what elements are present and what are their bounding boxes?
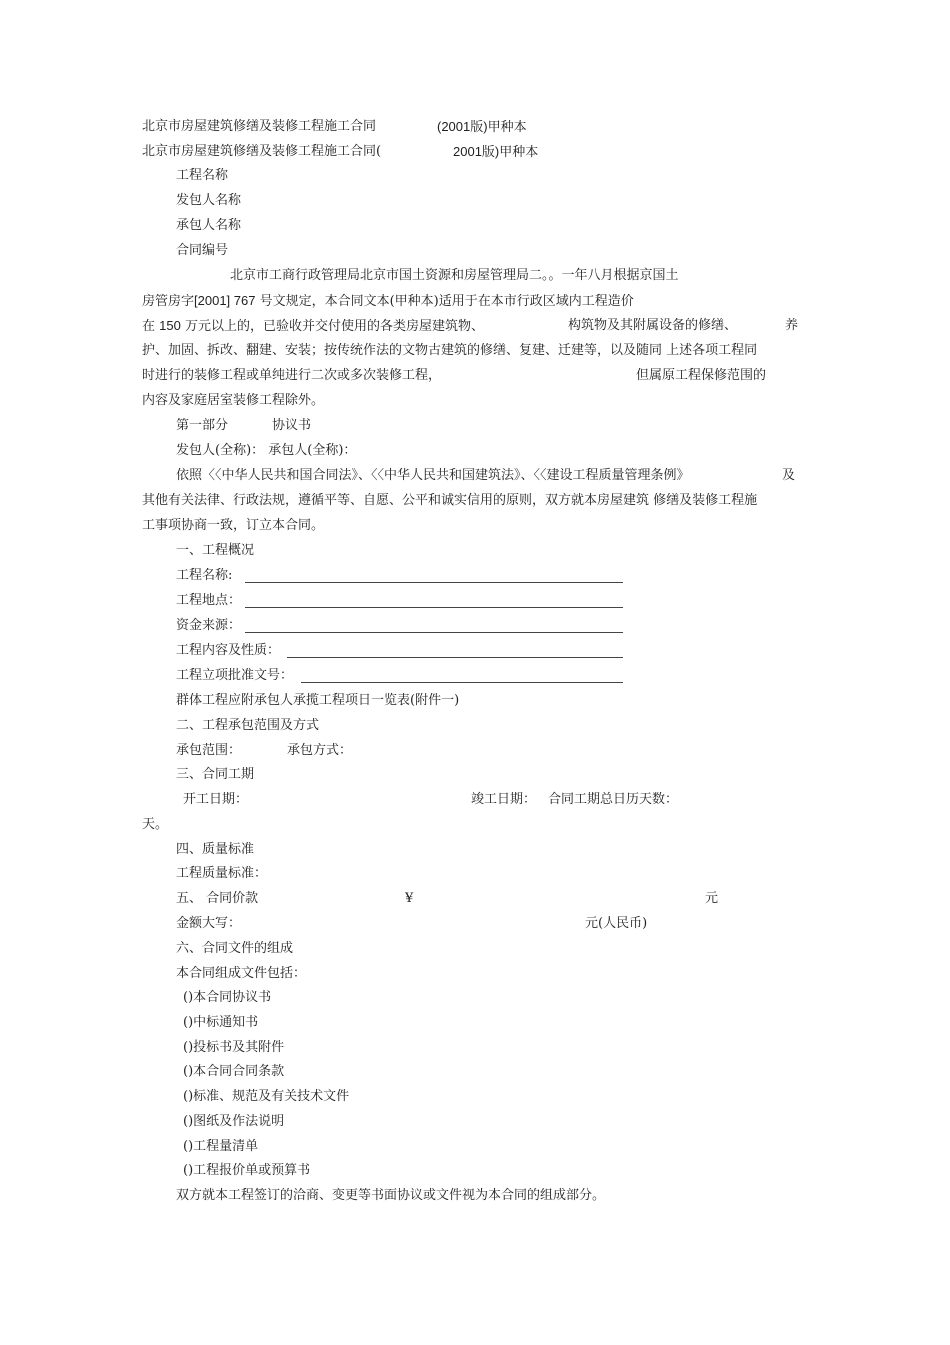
title-version-1 xyxy=(437,119,527,135)
section6-closing: 双方就本工程签订的洽商、变更等书面协议或文件视为本合同的组成部分。 xyxy=(176,1188,606,1203)
field-underline xyxy=(245,582,623,583)
rmb-label: 元(人民币) xyxy=(585,916,648,931)
title-tail: 版)甲种本 xyxy=(470,119,527,134)
list-item: ()本合同协议书 xyxy=(183,990,272,1005)
title-text: 北京市房屋建筑修缮及装修工程施工合同 xyxy=(142,119,377,134)
section3-heading: 三、合同工期 xyxy=(176,767,255,782)
title-tail: 版)甲种本 xyxy=(481,144,539,159)
amount-words-label: 金额大写： xyxy=(176,916,242,931)
currency-symbol: ¥ xyxy=(405,891,414,906)
basis-line-1b: 及 xyxy=(782,468,796,483)
group-note: 群体工程应附承包人承揽工程项日一览表(附件一) xyxy=(176,693,460,708)
list-item: ()本合同合同条款 xyxy=(183,1064,285,1079)
end-date-label: 竣工日期： xyxy=(471,792,537,807)
preface-line-5b: 但属原工程保修范围的 xyxy=(636,368,767,383)
section4-heading: 四、质量标准 xyxy=(176,842,255,857)
parties-line: 发包人(全称)： 承包人(全称)： xyxy=(176,443,357,458)
part1-label: 第一部分 xyxy=(176,418,229,433)
mode-label: 承包方式： xyxy=(287,743,353,758)
field-underline xyxy=(301,682,623,683)
field-funding: 资金来源： xyxy=(176,618,242,633)
field-underline xyxy=(287,657,623,658)
field-content: 工程内容及性质： xyxy=(176,643,281,658)
scope-label: 承包范围： xyxy=(176,743,242,758)
preface-line-4: 护、加固、拆改、翻建、安装；按传统作法的文物古建筑的修缮、复建、迁建等，以及随同 上述各项工程同 xyxy=(142,343,758,358)
title-version-2 xyxy=(453,144,538,160)
section6-intro: 本合同组成文件包括： xyxy=(176,966,307,981)
section5-heading: 五、 合同价款 xyxy=(176,891,259,906)
preface-text: 在 xyxy=(142,319,156,334)
list-item: ()中标通知书 xyxy=(183,1015,259,1030)
section6-heading: 六、合同文件的组成 xyxy=(176,941,294,956)
days-unit: 天。 xyxy=(142,817,169,832)
basis-line-2: 其他有关法律、行政法规，遵循平等、自愿、公平和诚实信用的原则，双方就本房屋建筑 修缮及装修工程施 xyxy=(142,493,758,508)
preface-line-5: 时进行的装修工程或单纯进行二次或多次装修工程， xyxy=(142,368,442,383)
cover-contractor-name: 承包人名称 xyxy=(176,218,242,233)
title-year: (2001 xyxy=(437,119,471,134)
start-date-label: 开工日期： xyxy=(183,792,249,807)
total-days-label: 合同工期总日历天数： xyxy=(548,792,679,807)
title-year: 2001 xyxy=(453,144,482,159)
title-line-1 xyxy=(142,119,376,135)
quality-standard-label: 工程质量标准： xyxy=(176,866,268,881)
title-text: 北京市房屋建筑修缮及装修工程施工合同( xyxy=(142,144,382,159)
cover-contract-no: 合同编号 xyxy=(176,243,229,258)
cover-employer-name: 发包人名称 xyxy=(176,193,242,208)
field-underline xyxy=(245,632,623,633)
list-item: ()工程报价单或预算书 xyxy=(183,1163,311,1178)
doc-number: [2001] 767 xyxy=(194,293,256,308)
preface-line-6: 内容及家庭居室装修工程除外。 xyxy=(142,393,325,408)
basis-line-1: 依照〈〈中华人民共和国合同法》、〈〈中华人民共和国建筑法》、〈〈建设工程质量管理条例》 xyxy=(176,468,690,483)
cover-project-name: 工程名称 xyxy=(176,168,229,183)
field-approval: 工程立项批准文号： xyxy=(176,668,294,683)
preface-text: 房管房字 xyxy=(142,294,195,309)
basis-line-3: 工事项协商一致，订立本合同。 xyxy=(142,518,325,533)
preface-text: 万元以上的，已验收并交付使用的各类房屋建筑物、 xyxy=(185,319,485,334)
currency-unit: 元 xyxy=(705,891,719,906)
list-item: ()投标书及其附件 xyxy=(183,1040,285,1055)
amount-number: 150 xyxy=(159,318,181,333)
section1-heading: 一、工程概况 xyxy=(176,543,255,558)
preface-line-3b: 构筑物及其附属设备的修缮、 xyxy=(568,318,738,333)
preface-line-3c: 养 xyxy=(785,318,799,333)
section2-heading: 二、工程承包范围及方式 xyxy=(176,718,320,733)
field-underline xyxy=(245,607,623,608)
list-item: ()标准、规范及有关技术文件 xyxy=(183,1089,350,1104)
title-line-2 xyxy=(142,144,381,160)
preface-text: 号文规定，本合同文本(甲种本)适用于在本市行政区域内工程造价 xyxy=(259,294,634,309)
field-project-name: 工程名称: xyxy=(176,568,233,583)
preface-line-1: 北京市工商行政管理局北京市国土资源和房屋管理局二。。一年八月根据京国土 xyxy=(230,268,679,283)
part1-name: 协议书 xyxy=(272,418,312,433)
preface-line-3 xyxy=(142,318,484,335)
list-item: ()图纸及作法说明 xyxy=(183,1114,285,1129)
list-item: ()工程量清单 xyxy=(183,1139,259,1154)
preface-line-2 xyxy=(142,293,634,310)
field-location: 工程地点： xyxy=(176,593,242,608)
